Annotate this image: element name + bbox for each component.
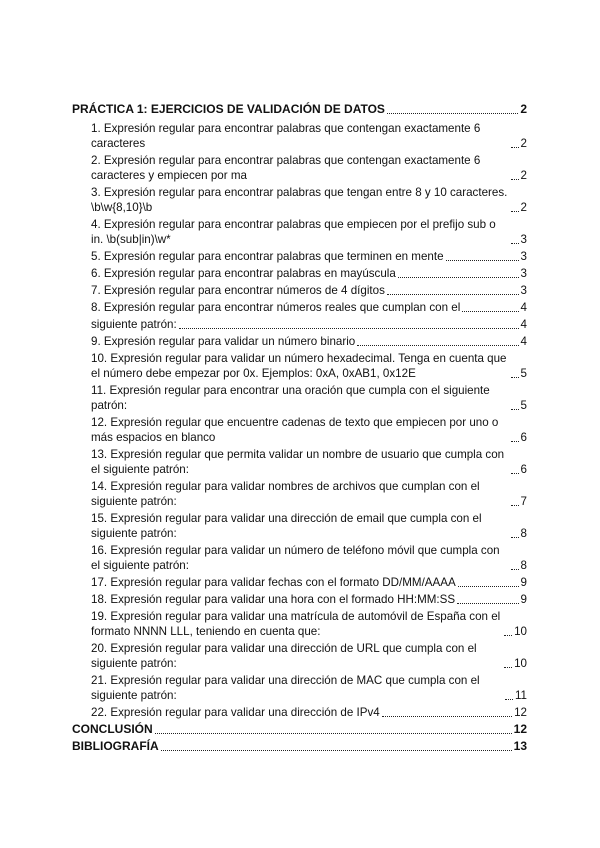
toc-entry[interactable] [72, 511, 527, 541]
toc-dot-leader [387, 294, 519, 295]
toc-dot-leader [511, 211, 519, 212]
toc-entry[interactable] [72, 592, 527, 607]
toc-page-number: 3 [520, 233, 527, 246]
toc-entry-title: 3. Expresión regular para encontrar palabras que tengan entre 8 y 10 caracteres. \b\w{8,10}\b [91, 186, 508, 214]
toc-entry[interactable] [72, 447, 527, 477]
toc-entry[interactable] [72, 415, 527, 445]
toc-entry[interactable] [72, 383, 527, 413]
toc-dot-leader [179, 328, 519, 329]
toc-entry[interactable] [72, 217, 527, 247]
toc-page-number: 2 [520, 201, 527, 214]
toc-entry-title: 20. Expresión regular para validar una dirección de URL que cumpla con el siguiente patrón: [91, 642, 477, 670]
toc-entry[interactable] [72, 249, 527, 264]
toc-entry-title: 19. Expresión regular para validar una matrícula de automóvil de España con el formato NNNN LLL, teniendo en cuenta que: [91, 610, 501, 638]
toc-entry[interactable] [72, 185, 527, 215]
toc-page-number: 3 [520, 250, 527, 263]
toc-entry-title: 15. Expresión regular para validar una dirección de email que cumpla con el siguiente patrón: [91, 512, 482, 540]
toc-dot-leader [511, 537, 519, 538]
toc-entry-title: 11. Expresión regular para encontrar una oración que cumpla con el siguiente patrón: [91, 384, 490, 412]
toc-entry[interactable] [72, 575, 527, 590]
toc-dot-leader [504, 635, 512, 636]
toc-page-number: 2 [520, 137, 527, 150]
toc-page-number: 2 [520, 169, 527, 182]
toc-entry-title: 6. Expresión regular para encontrar palabras en mayúscula [91, 267, 396, 280]
toc-page-number: 10 [514, 625, 527, 638]
toc-dot-leader [511, 409, 519, 410]
toc-page-number: 5 [520, 367, 527, 380]
toc-entry[interactable] [72, 479, 527, 509]
toc-heading-entry[interactable] [72, 102, 527, 117]
toc-page-number: 4 [520, 318, 527, 331]
toc-page-number: 5 [520, 399, 527, 412]
toc-entry-title: CONCLUSIÓN [72, 722, 153, 736]
toc-entry[interactable] [72, 121, 527, 151]
toc-dot-leader [511, 473, 519, 474]
toc-entry-title: 13. Expresión regular que permita validar un nombre de usuario que cumpla con el siguiente patrón: [91, 448, 505, 476]
toc-entry[interactable] [72, 334, 527, 349]
toc-page-number: 12 [513, 722, 527, 736]
toc-dot-leader [511, 147, 519, 148]
toc-entry-title: 2. Expresión regular para encontrar palabras que contengan exactamente 6 caracteres y empiecen por ma [91, 154, 481, 182]
toc-page-number: 11 [514, 689, 527, 702]
toc-dot-leader [357, 345, 518, 346]
toc-dot-leader [504, 667, 512, 668]
toc-entry-title: 16. Expresión regular para validar un número de teléfono móvil que cumpla con el siguiente patrón: [91, 544, 500, 572]
toc-dot-leader [511, 505, 519, 506]
toc-entry-title: 12. Expresión regular que encuentre cadenas de texto que empiecen por uno o más espacios en blanco [91, 416, 499, 444]
toc-page-number: 9 [520, 576, 527, 589]
toc-entry[interactable] [72, 351, 527, 381]
toc-entry[interactable] [72, 609, 527, 639]
toc-entry-title: 7. Expresión regular para encontrar números de 4 dígitos [91, 284, 385, 297]
toc-entry[interactable] [72, 641, 527, 671]
toc-page-number: 2 [520, 102, 527, 116]
toc-page-number: 3 [520, 284, 527, 297]
toc-entry-title: 18. Expresión regular para validar una hora con el formado HH:MM:SS [91, 593, 456, 606]
table-of-contents [72, 102, 527, 756]
toc-page-number: 6 [520, 463, 527, 476]
toc-dot-leader [505, 699, 513, 700]
toc-entry[interactable] [72, 266, 527, 281]
toc-dot-leader [511, 243, 519, 244]
toc-entry-title: siguiente patrón: [91, 318, 177, 331]
toc-entry-title: 8. Expresión regular para encontrar números reales que cumplan con el [91, 301, 461, 314]
toc-entry-title: 9. Expresión regular para validar un número binario [91, 335, 356, 348]
toc-dot-leader [398, 277, 519, 278]
toc-entry-title: 5. Expresión regular para encontrar palabras que terminen en mente [91, 250, 444, 263]
toc-page-number: 4 [520, 301, 527, 314]
toc-dot-leader [446, 260, 519, 261]
toc-heading-entry[interactable] [72, 722, 527, 737]
toc-entry[interactable] [72, 543, 527, 573]
toc-heading-entry[interactable] [72, 739, 527, 754]
toc-entry[interactable] [72, 283, 527, 298]
toc-page-number: 6 [520, 431, 527, 444]
toc-entry[interactable] [72, 153, 527, 183]
toc-entry[interactable] [72, 673, 527, 703]
toc-page-number: 13 [513, 739, 527, 753]
toc-page-number: 8 [520, 559, 527, 572]
toc-entry-title: PRÁCTICA 1: EJERCICIOS DE VALIDACIÓN DE DATOS [72, 102, 385, 116]
toc-entry-title: 10. Expresión regular para validar un número hexadecimal. Tenga en cuenta que el número debe empezar por 0x. Ejemplos: 0xA, 0xAB1, 0x12E [91, 352, 507, 380]
toc-page-number: 8 [520, 527, 527, 540]
toc-page-number: 7 [520, 495, 527, 508]
toc-entry-title: 22. Expresión regular para validar una dirección de IPv4 [91, 706, 380, 719]
toc-dot-leader [457, 603, 518, 604]
toc-entry-title: 17. Expresión regular para validar fechas con el formato DD/MM/AAAA [91, 576, 456, 589]
toc-page-number: 9 [520, 593, 527, 606]
toc-page-number: 4 [520, 335, 527, 348]
toc-dot-leader [155, 733, 512, 734]
toc-entry-title: BIBLIOGRAFÍA [72, 739, 159, 753]
toc-page-number: 10 [514, 657, 527, 670]
toc-entry[interactable] [72, 317, 527, 332]
toc-dot-leader [511, 569, 519, 570]
toc-dot-leader [387, 113, 518, 114]
toc-entry-title: 4. Expresión regular para encontrar palabras que empiecen por el prefijo sub o in. \b(sub|in)\w* [91, 218, 496, 246]
toc-dot-leader [511, 377, 519, 378]
toc-entry-title: 14. Expresión regular para validar nombres de archivos que cumplan con el siguiente patrón: [91, 480, 480, 508]
toc-dot-leader [511, 179, 519, 180]
toc-dot-leader [161, 750, 512, 751]
toc-entry-title: 1. Expresión regular para encontrar palabras que contengan exactamente 6 caracteres [91, 122, 481, 150]
toc-page-number: 12 [514, 706, 527, 719]
toc-entry-title: 21. Expresión regular para validar una dirección de MAC que cumpla con el siguiente patrón: [91, 674, 480, 702]
toc-dot-leader [462, 311, 518, 312]
toc-entry[interactable] [72, 300, 527, 315]
toc-entry[interactable] [72, 705, 527, 720]
toc-page-number: 3 [520, 267, 527, 280]
toc-dot-leader [382, 716, 512, 717]
toc-dot-leader [458, 586, 519, 587]
toc-dot-leader [511, 441, 519, 442]
